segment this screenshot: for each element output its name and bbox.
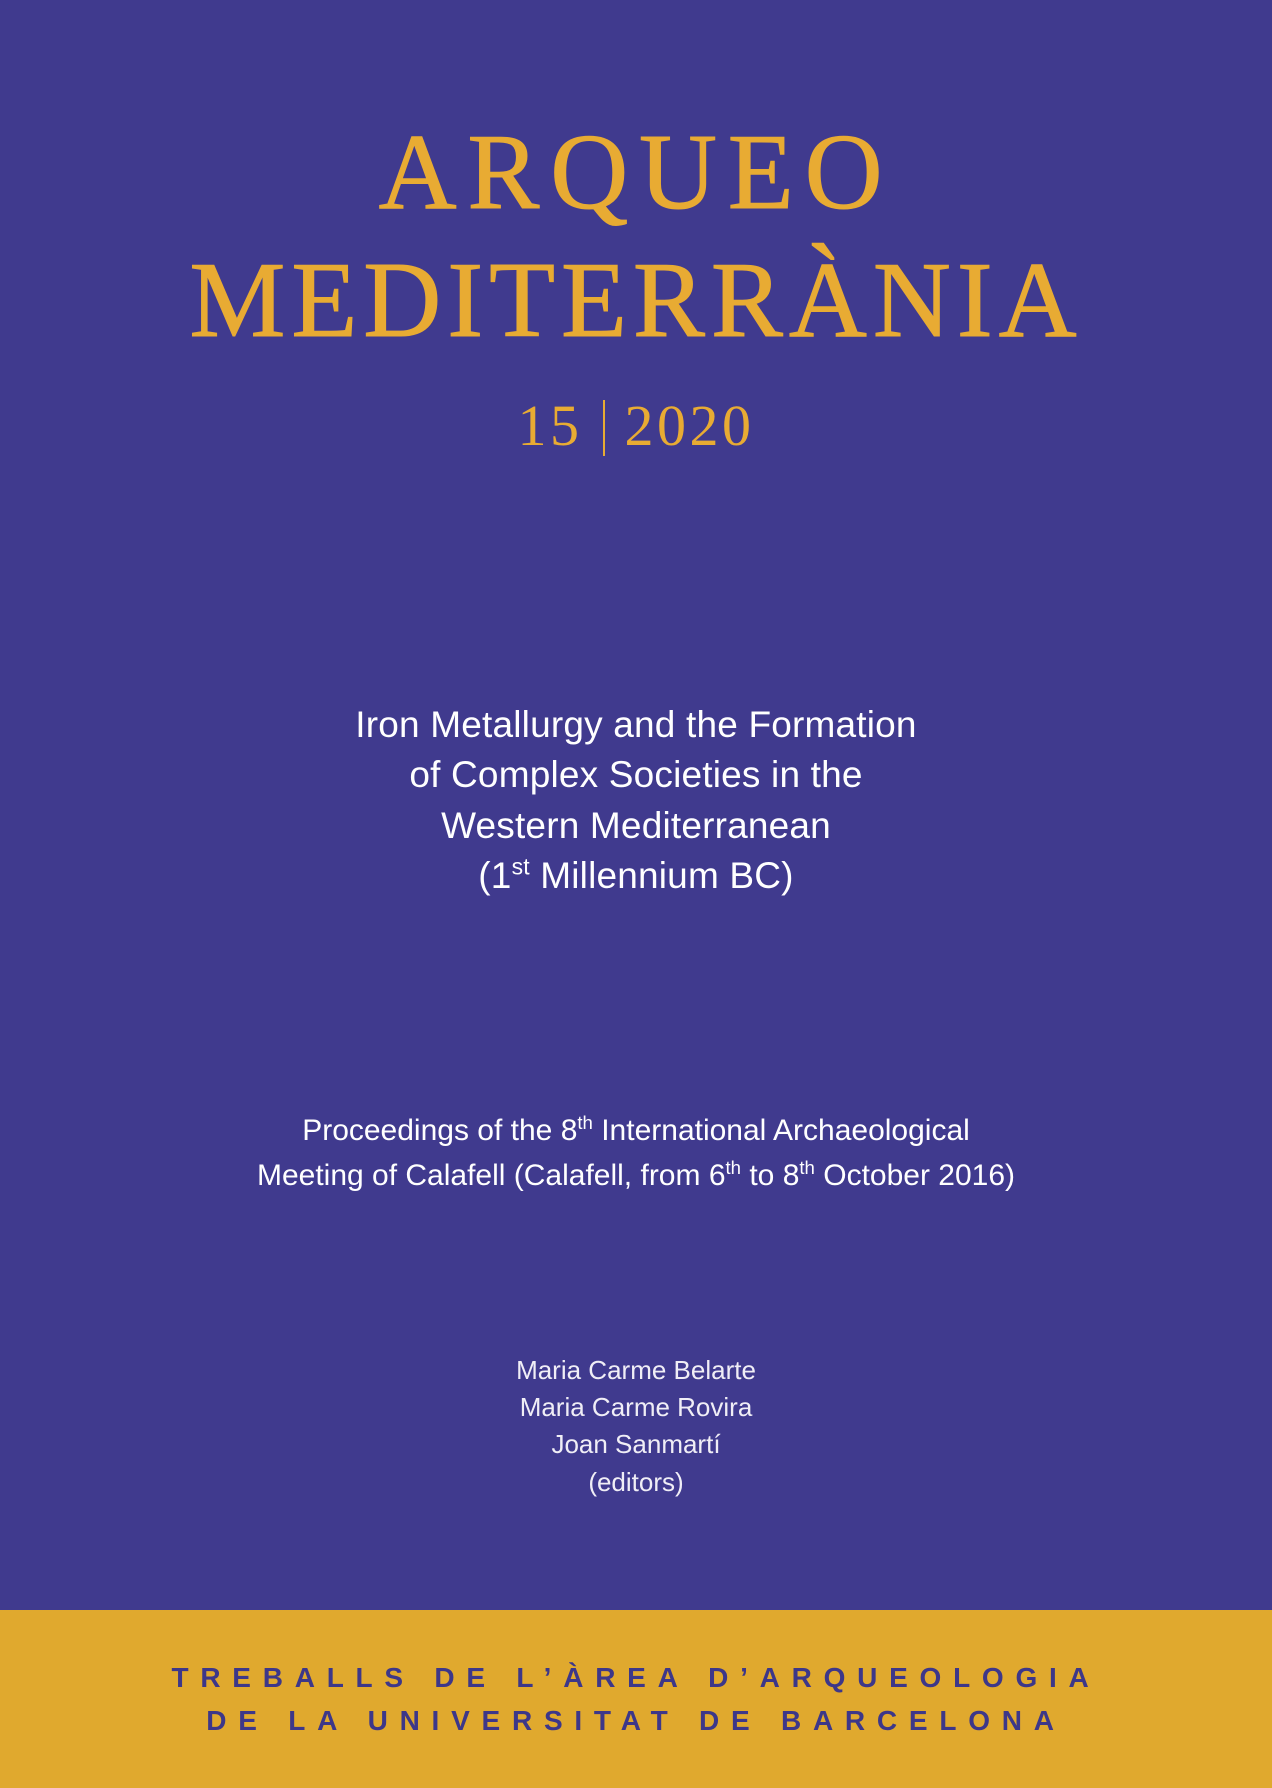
title-line-3: Western Mediterranean: [441, 804, 831, 846]
editor-name-1: Maria Carme Belarte: [516, 1355, 756, 1385]
journal-masthead: [0, 113, 1272, 459]
title-ordinal-suffix: st: [511, 853, 530, 880]
proceedings-ordinal-8th: th: [577, 1112, 593, 1133]
title-line-2: of Complex Societies in the: [409, 754, 863, 796]
title-line-1: Iron Metallurgy and the Formation: [355, 704, 917, 745]
proceedings-info: [0, 1108, 1272, 1198]
proceedings-line-2: [0, 1153, 1272, 1198]
editor-name-2: Maria Carme Rovira: [519, 1392, 753, 1423]
publisher-footer-band: [0, 1610, 1272, 1788]
proceedings-line-1-suffix: International Archaeological: [592, 1114, 970, 1147]
issue-number: 15: [517, 393, 583, 459]
proceedings-line-1: [0, 1108, 1272, 1153]
proceedings-line-2-prefix: Meeting of Calafell (Calafell, from 6: [256, 1159, 726, 1192]
title-line-4: [0, 851, 1272, 901]
editor-name-3: Joan Sanmartí: [551, 1429, 721, 1460]
proceedings-line-2-middle: to 8: [741, 1159, 800, 1192]
proceedings-ordinal-8th-date: th: [799, 1157, 815, 1178]
proceedings-line-1-prefix: Proceedings of the 8: [302, 1114, 578, 1147]
proceedings-ordinal-6th: th: [725, 1157, 742, 1178]
title-line-4-suffix: Millennium BC): [529, 854, 794, 896]
masthead-title-line-1: ARQUEO: [378, 113, 894, 232]
masthead-title-line-2: MEDITERRÀNIA: [189, 241, 1083, 361]
publication-title: [0, 700, 1272, 901]
editors-role-label: (editors): [588, 1466, 684, 1497]
publisher-line-2: DE LA UNIVERSITAT DE BARCELONA: [206, 1705, 1066, 1736]
title-line-4-prefix: (1: [478, 854, 512, 896]
editors-list: [0, 1352, 1272, 1501]
issue-separator: [603, 400, 605, 456]
issue-year: 2020: [624, 393, 755, 459]
issue-identifier: [0, 392, 1272, 459]
proceedings-line-2-suffix: October 2016): [814, 1159, 1016, 1192]
publisher-line-1: TREBALLS DE L’ÀREA D’ARQUEOLOGIA: [171, 1661, 1101, 1693]
